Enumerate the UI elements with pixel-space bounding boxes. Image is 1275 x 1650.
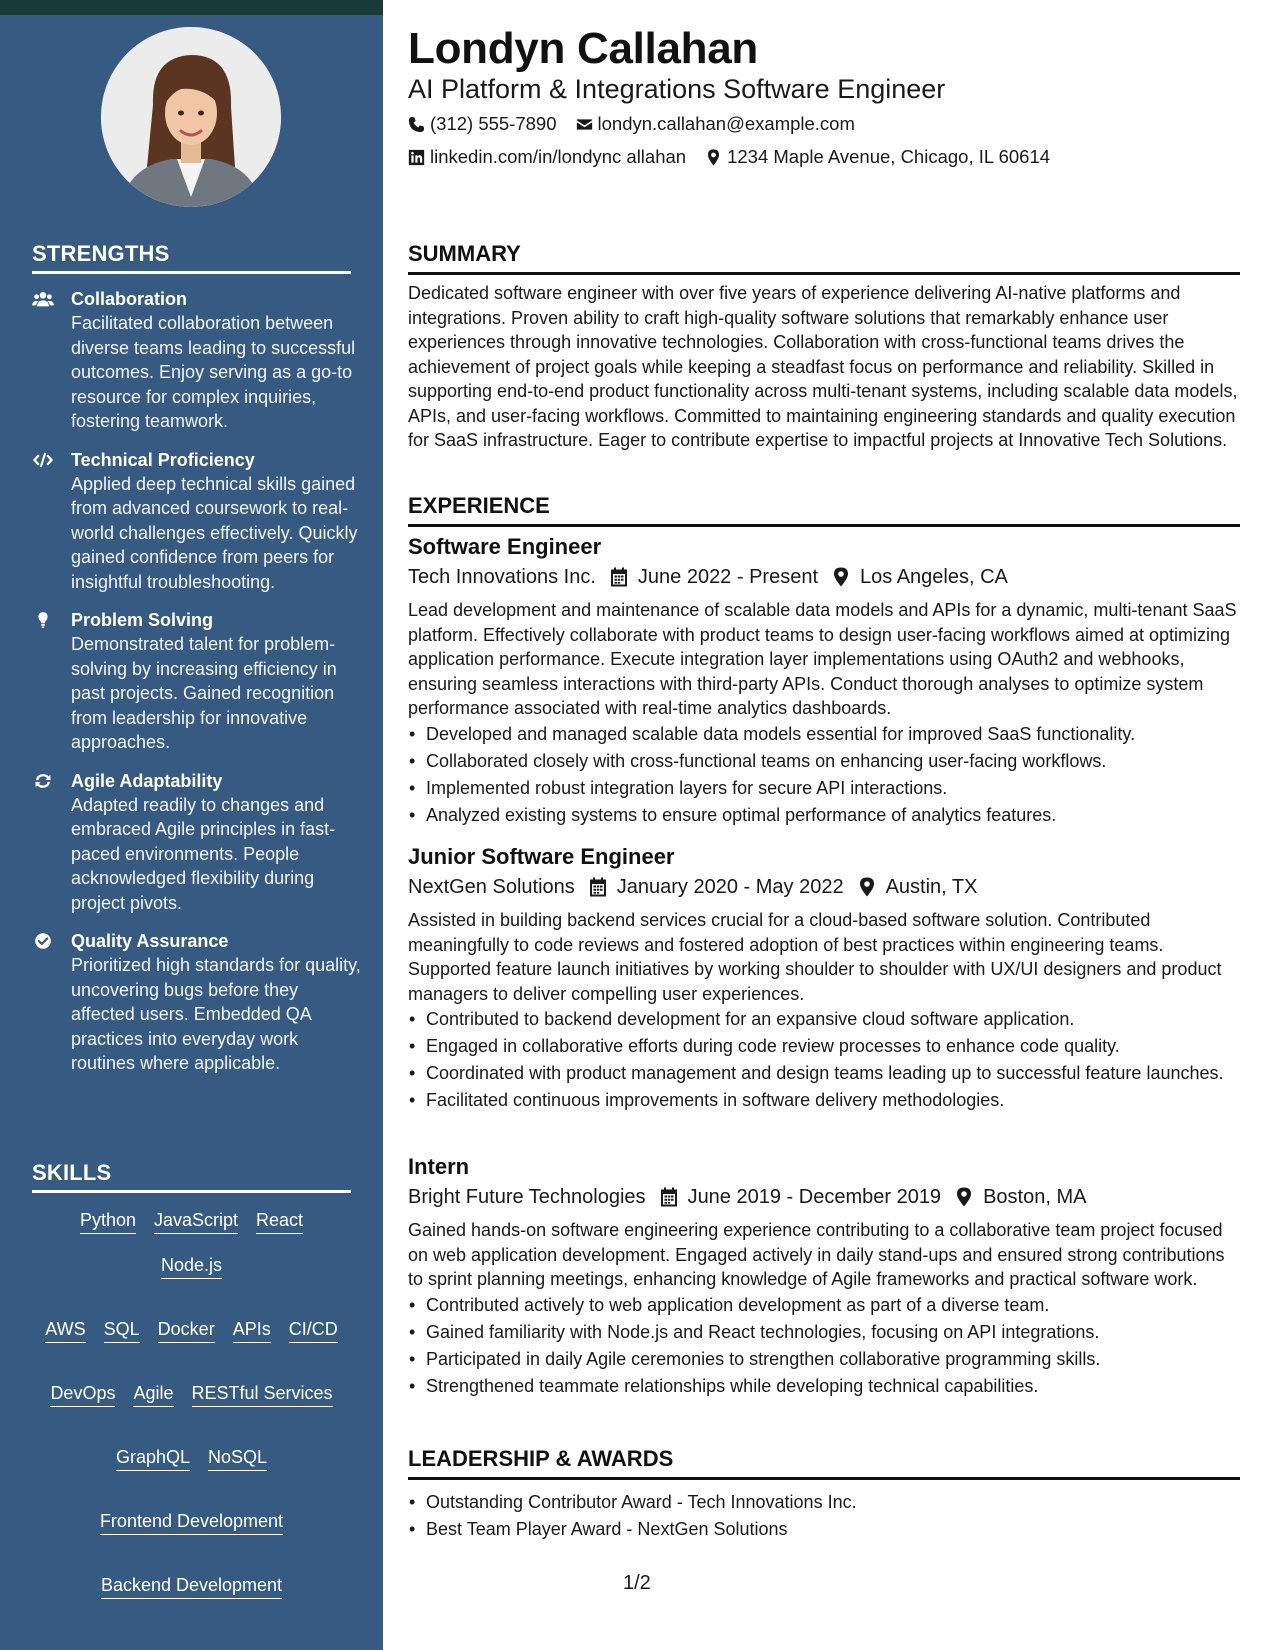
skill-tag: GraphQL	[116, 1445, 190, 1471]
calendar-icon	[660, 1187, 678, 1207]
phone-number: (312) 555-7890	[430, 113, 557, 134]
job-company: NextGen Solutions	[408, 876, 575, 898]
strength-description: Prioritized high standards for quality, uncovering bugs before they affected users. Embedded QA practices into everyday work routines where applicable.	[71, 955, 361, 1073]
job-meta	[408, 874, 1240, 900]
contact-email[interactable]	[576, 113, 855, 135]
job-bullet: • Strengthened teammate relationships while developing technical capabilities.	[408, 1374, 1240, 1398]
job-bullets	[408, 722, 1240, 827]
strengths-heading: STRENGTHS	[32, 241, 351, 274]
street-address: 1234 Maple Avenue, Chicago, IL 60614	[727, 146, 1051, 167]
strength-description: Adapted readily to changes and embraced Agile principles in fast-paced environments. People acknowledged flexibility during project pivots.	[71, 794, 336, 913]
skill-tag: SQL	[104, 1317, 140, 1343]
linkedin-icon	[408, 149, 425, 166]
job-bullet: • Coordinated with product management and design teams leading up to successful feature launches.	[408, 1061, 1240, 1085]
job-location: Los Angeles, CA	[860, 566, 1008, 588]
job-description: Gained hands-on software engineering experience contributing to a collaborative team project focused on web application development. Engaged actively in daily stand-ups and ensured strong contributions to sprint planning meetings, enhancing knowledge of Agile frameworks and practical software work.	[408, 1220, 1225, 1289]
email-address: londyn.callahan@example.com	[597, 113, 855, 134]
job-meta	[408, 564, 1240, 590]
job-location: Boston, MA	[983, 1186, 1087, 1208]
skill-tag: NoSQL	[208, 1445, 267, 1471]
skill-tag: Python	[80, 1208, 136, 1234]
strength-description: Demonstrated talent for problem-solving by increasing efficiency in past projects. Gained recognition from leadership for innovative approaches.	[71, 634, 337, 752]
linkedin-url: linkedin.com/in/londync allahan	[430, 146, 687, 167]
calendar-icon	[589, 877, 607, 897]
job-bullet: • Engaged in collaborative efforts during code review processes to enhance code quality.	[408, 1034, 1240, 1058]
map-pin-icon	[832, 567, 850, 587]
profile-photo-illustration	[101, 27, 281, 207]
job-bullet: • Participated in daily Agile ceremonies to strengthen collaborative programming skills.	[408, 1347, 1240, 1371]
strength-item	[32, 287, 362, 434]
map-pin-icon	[705, 149, 722, 166]
strength-title: Quality Assurance	[71, 931, 229, 951]
candidate-headline: AI Platform & Integrations Software Engineer	[408, 74, 946, 104]
skills-heading: SKILLS	[32, 1160, 351, 1193]
skill-tag: Docker	[158, 1317, 215, 1343]
job-location: Austin, TX	[885, 876, 978, 898]
map-pin-icon	[955, 1187, 973, 1207]
strengths-list	[32, 287, 362, 1090]
job-bullet: • Analyzed existing systems to ensure optimal performance of analytics features.	[408, 803, 1240, 827]
job-bullet: • Contributed actively to web application development as part of a diverse team.	[408, 1293, 1240, 1317]
phone-icon	[408, 116, 425, 133]
job-dates: January 2020 - May 2022	[616, 876, 844, 898]
contact-phone[interactable]	[408, 113, 557, 135]
job-entry	[408, 843, 1240, 1115]
job-company: Tech Innovations Inc.	[408, 566, 596, 588]
job-bullet: • Contributed to backend development for an expansive cloud software application.	[408, 1007, 1240, 1031]
envelope-icon	[576, 116, 593, 133]
strength-item	[32, 448, 362, 595]
summary-text: Dedicated software engineer with over five years of experience delivering AI-native platforms and integrations. Proven ability to craft high-quality software solutions that remarkably enhance user experiences through innovative technologies. Collaboration with cross-functional teams drives the achievement of project goals while keeping a steadfast focus on performance and reliability. Skilled in supporting end-to-end product functionality across multi-tenant systems, including scalable data models, APIs, and user-facing workflows. Committed to maintaining engineering standards and quality execution for SaaS infrastructure. Eager to contribute expertise to impactful projects at Innovative Tech Solutions.	[408, 283, 1238, 450]
job-title: Intern	[408, 1154, 470, 1179]
job-title: Junior Software Engineer	[408, 844, 675, 869]
awards-heading: LEADERSHIP & AWARDS	[408, 1446, 1240, 1480]
skill-tag: CI/CD	[289, 1317, 338, 1343]
skill-tag: React	[256, 1208, 303, 1234]
strength-title: Agile Adaptability	[71, 770, 223, 791]
code-icon	[32, 448, 71, 595]
awards-list	[408, 1490, 1240, 1544]
job-bullet: • Collaborated closely with cross-functional teams on enhancing user-facing workflows.	[408, 749, 1240, 773]
skill-tag: RESTful Services	[192, 1381, 333, 1407]
job-description: Assisted in building backend services crucial for a cloud-based software solution. Contributed meaningfully to code reviews and fostered adoption of best practices within engineering teams. Supported feature launch initiatives by working shoulder to shoulder with UX/UI designers and product managers to deliver compelling user experiences.	[408, 910, 1222, 1004]
contact-address	[705, 146, 1050, 168]
map-pin-icon	[858, 877, 876, 897]
job-bullet: • Facilitated continuous improvements in software delivery methodologies.	[408, 1088, 1240, 1112]
sidebar-top-bar	[0, 0, 383, 15]
strength-item	[32, 769, 362, 916]
skill-tag: Node.js	[161, 1253, 222, 1279]
strength-description: Facilitated collaboration between diverse teams leading to successful outcomes. Enjoy serving as a go-to resource for complex inquiries, fostering teamwork.	[71, 313, 356, 431]
skill-tag: Agile	[133, 1381, 173, 1407]
calendar-icon	[610, 567, 628, 587]
job-bullet: • Implemented robust integration layers for secure API interactions.	[408, 776, 1240, 800]
strength-item	[32, 608, 362, 755]
users-icon	[32, 287, 71, 434]
job-bullets	[408, 1293, 1240, 1398]
candidate-name: Londyn Callahan	[408, 24, 758, 73]
strength-description: Applied deep technical skills gained from advanced coursework to real-world challenges effectively. Quickly gained confidence from peers for insightful troubleshooting.	[71, 473, 358, 592]
strength-title: Technical Proficiency	[71, 449, 255, 470]
strength-title: Collaboration	[71, 289, 187, 309]
job-entry	[408, 1153, 1240, 1401]
job-dates: June 2022 - Present	[637, 566, 819, 588]
skill-tag: Frontend Development	[100, 1509, 283, 1535]
sidebar	[0, 0, 383, 1650]
skill-tag: APIs	[233, 1317, 271, 1343]
summary-heading: SUMMARY	[408, 241, 1240, 275]
award-item: • Outstanding Contributor Award - Tech Innovations Inc.	[408, 1490, 1240, 1514]
job-dates: June 2019 - December 2019	[687, 1186, 942, 1208]
skill-tag: DevOps	[50, 1381, 115, 1407]
skills-list	[32, 1208, 351, 1599]
skill-tag: JavaScript	[154, 1208, 238, 1234]
check-circle-icon	[32, 929, 71, 1076]
contact-linkedin[interactable]	[408, 146, 686, 168]
profile-photo	[101, 27, 281, 207]
strength-title: Problem Solving	[71, 610, 214, 630]
job-title: Software Engineer	[408, 534, 602, 559]
skill-tag: Backend Development	[101, 1573, 282, 1599]
page-number: 1/2	[623, 1572, 651, 1594]
award-item: • Best Team Player Award - NextGen Solutions	[408, 1517, 1240, 1541]
job-description: Lead development and maintenance of scalable data models and APIs for a dynamic, multi-tenant SaaS platform. Effectively collaborate with product teams to design user-facing workflows aimed at optimizing application performance. Execute integration layer implementations using OAuth2 and webhooks, ensuring seamless interactions with third-party APIs. Conduct thorough analyses to optimize system performance associated with real-time analytics dashboards.	[408, 600, 1237, 718]
experience-heading: EXPERIENCE	[408, 493, 1240, 527]
job-bullet: • Gained familiarity with Node.js and React technologies, focusing on API integrations.	[408, 1320, 1240, 1344]
job-bullets	[408, 1007, 1240, 1112]
refresh-icon	[32, 769, 71, 916]
job-entry	[408, 533, 1240, 830]
skill-tag: AWS	[45, 1317, 85, 1343]
strength-item	[32, 929, 362, 1076]
contact-row	[408, 113, 874, 135]
job-meta	[408, 1184, 1240, 1210]
contact-row	[408, 146, 1069, 168]
job-bullet: • Developed and managed scalable data models essential for improved SaaS functionality.	[408, 722, 1240, 746]
job-company: Bright Future Technologies	[408, 1186, 646, 1208]
lightbulb-icon	[32, 608, 71, 755]
